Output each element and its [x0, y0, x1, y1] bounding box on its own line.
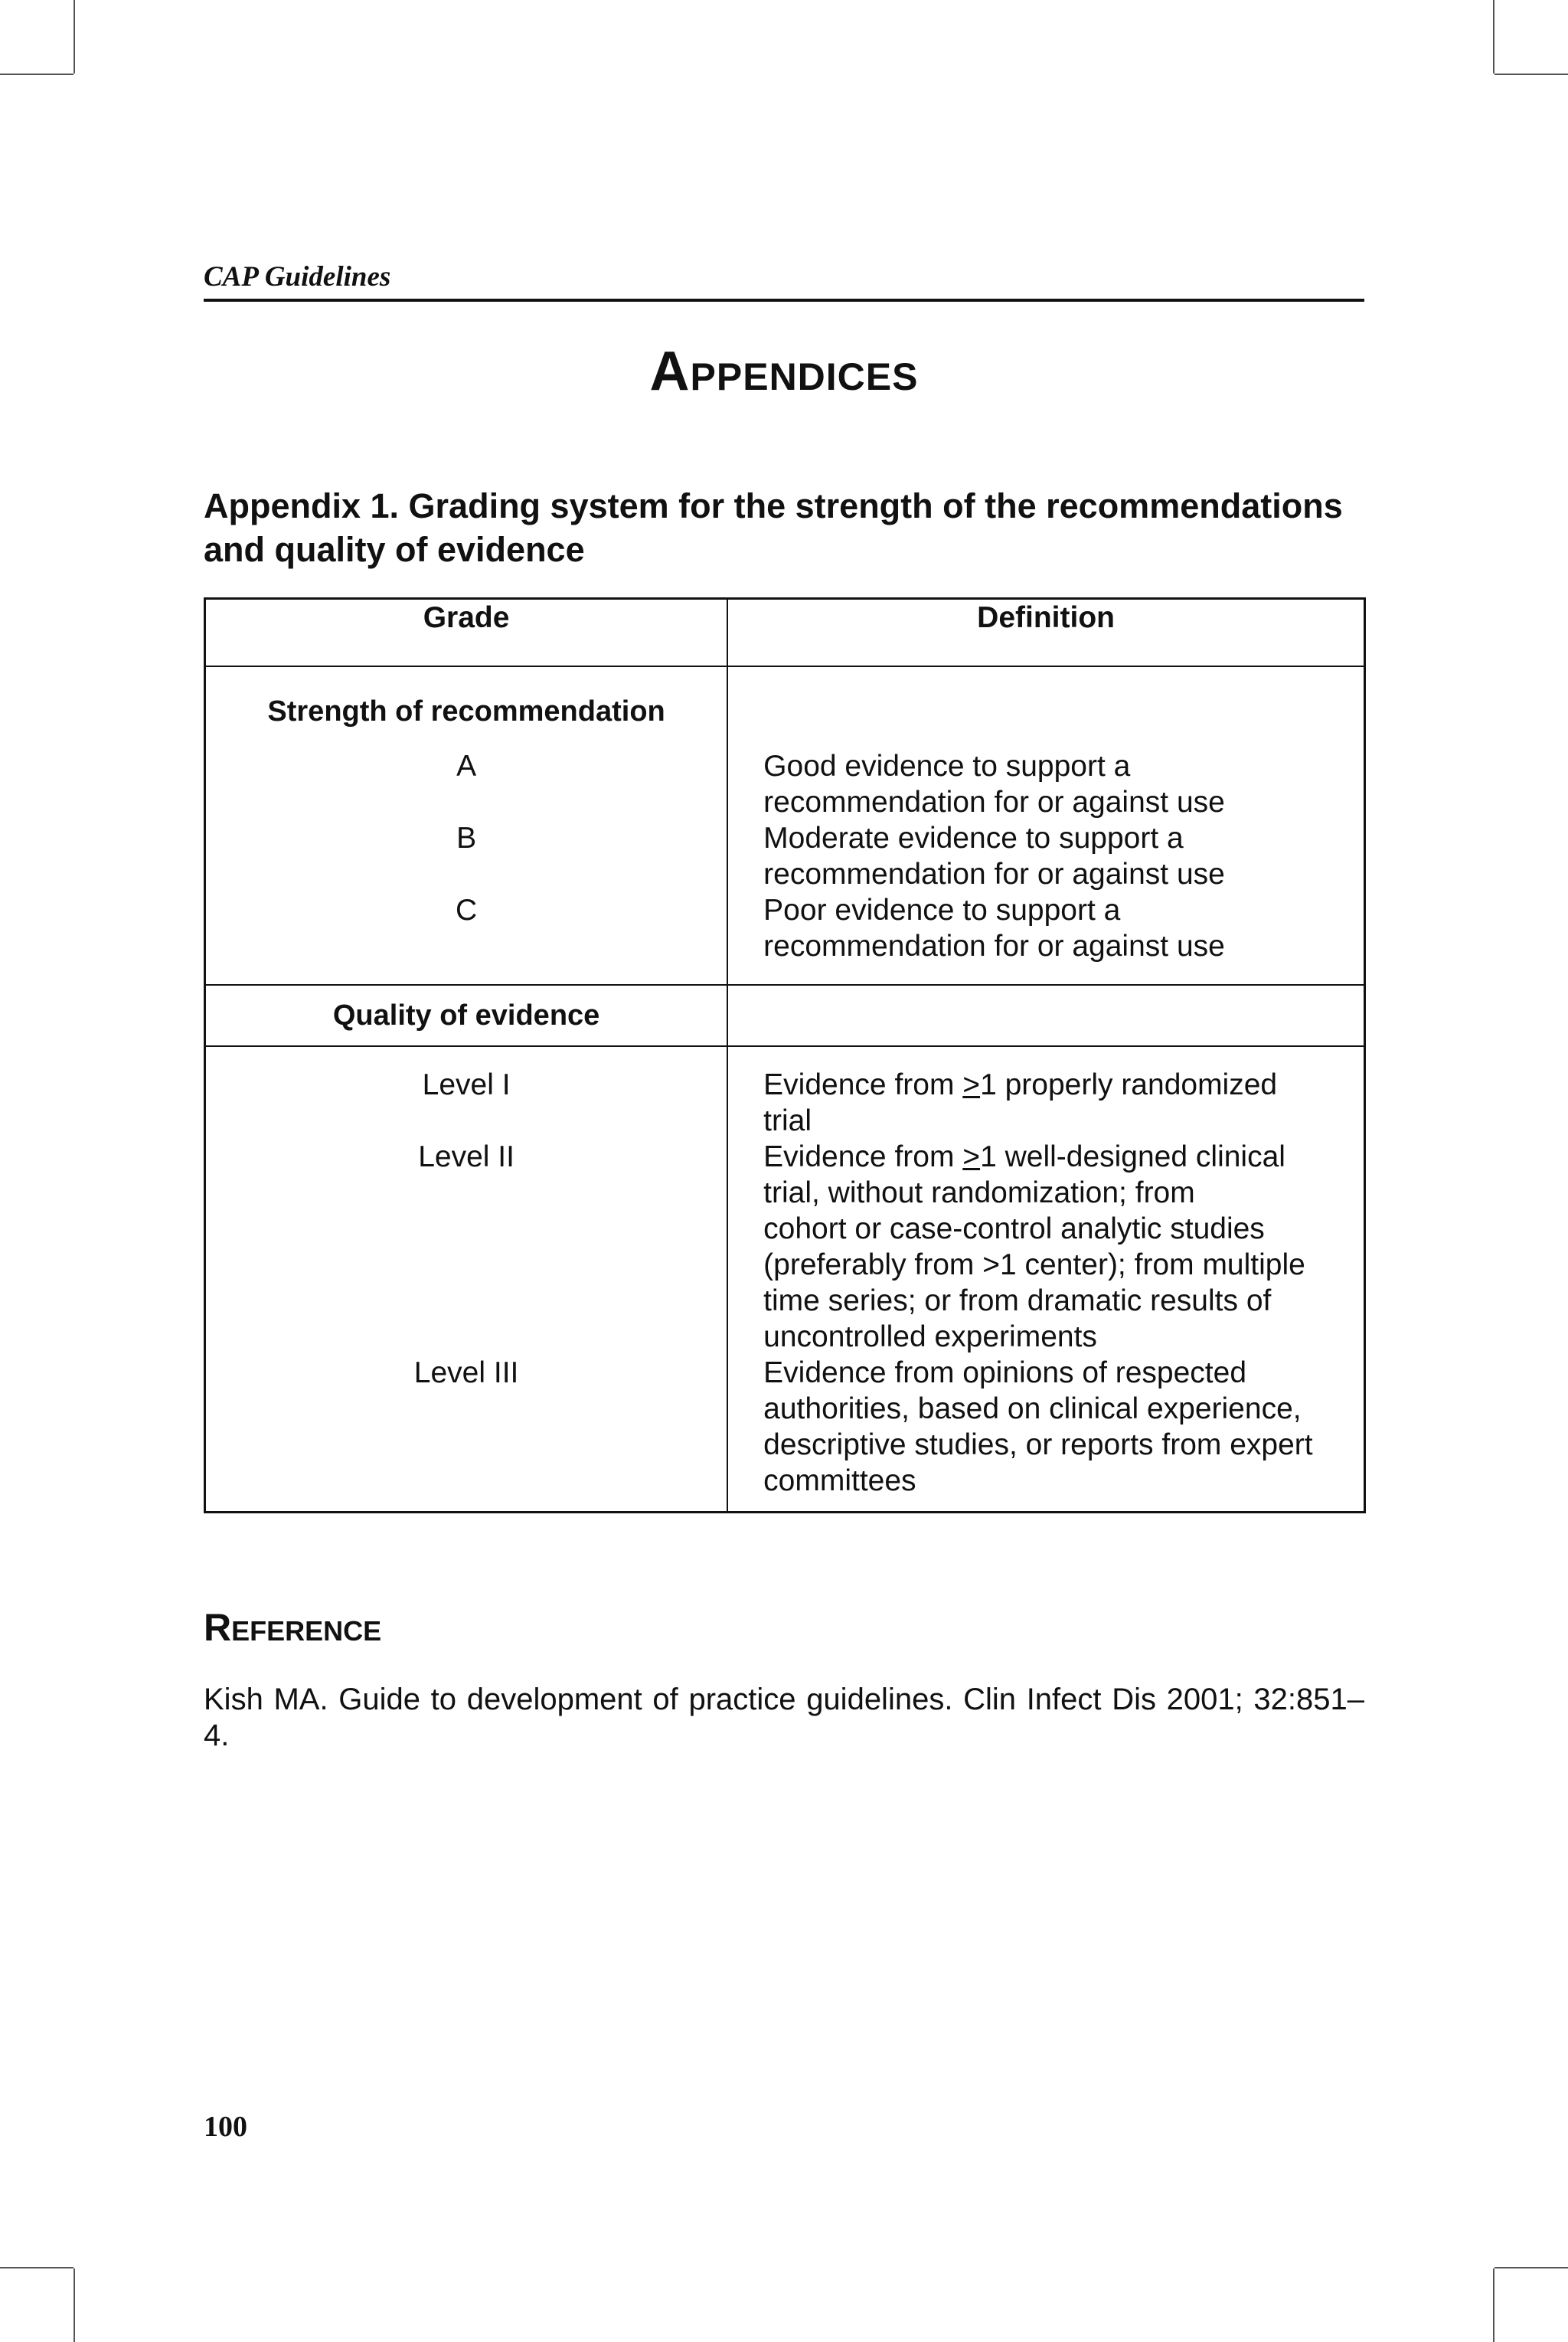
crop-mark: [0, 2267, 74, 2268]
crop-mark: [74, 0, 75, 74]
definition-line: descriptive studies, or reports from expert: [763, 1428, 1313, 1461]
reference-heading-rest: EFERENCE: [231, 1615, 382, 1647]
page-title-rest: PPENDICES: [690, 355, 919, 398]
reference-heading: [204, 1601, 1364, 1658]
header-rule: [204, 299, 1364, 302]
grade-cell: Level II: [205, 1139, 728, 1355]
grade-cell: Level I: [205, 1046, 728, 1139]
grade-cell: B: [205, 820, 728, 892]
crop-mark: [1493, 0, 1494, 74]
grade-cell: A: [205, 748, 728, 820]
definition-line: authorities, based on clinical experience,: [763, 1392, 1302, 1425]
table-row: [205, 1046, 1365, 1139]
definition-line: recommendation for or against use: [763, 930, 1225, 963]
crop-mark: [0, 74, 74, 75]
table-row: [205, 1139, 1365, 1355]
definition-cell: [727, 1139, 1364, 1355]
definition-line: Evidence from >1 properly randomized: [763, 1068, 1278, 1101]
definition-cell: [727, 892, 1364, 985]
definition-line: recommendation for or against use: [763, 786, 1225, 819]
section-label-row: [205, 985, 1365, 1046]
definition-line: uncontrolled experiments: [763, 1320, 1097, 1353]
definition-line: Moderate evidence to support a: [763, 822, 1184, 855]
column-header-grade: Grade: [205, 599, 728, 667]
table-row: [205, 748, 1365, 820]
crop-mark: [1494, 74, 1568, 75]
definition-cell: [727, 1046, 1364, 1139]
definition-line: Good evidence to support a: [763, 750, 1131, 783]
definition-line: (preferably from >1 center); from multiple: [763, 1248, 1305, 1281]
crop-mark: [74, 2268, 75, 2342]
appendix-heading: Appendix 1. Grading system for the strength of the recommendations and quality of evidence: [204, 486, 1343, 569]
section-label-row: [205, 666, 1365, 748]
table-row: [205, 1355, 1365, 1513]
definition-cell: [727, 820, 1364, 892]
reference-heading-initial: R: [204, 1606, 232, 1649]
empty-cell: [727, 985, 1364, 1046]
page-title-initial: A: [649, 341, 691, 402]
reference-entry: Kish MA. Guide to development of practice guidelines. Clin Infect Dis 2001; 32:851–4.: [204, 1683, 1364, 1752]
table-row: [205, 820, 1365, 892]
page-number: 100: [204, 2111, 247, 2143]
section-label-strength: Strength of recommendation: [205, 666, 728, 748]
crop-mark: [1493, 2268, 1494, 2342]
crop-mark: [1494, 2267, 1568, 2268]
running-head: CAP Guidelines: [204, 261, 391, 293]
definition-line: cohort or case-control analytic studies: [763, 1212, 1265, 1245]
definition-line: time series; or from dramatic results of: [763, 1284, 1272, 1317]
definition-line: Poor evidence to support a: [763, 894, 1121, 927]
grade-cell: Level III: [205, 1355, 728, 1513]
table-row: [205, 892, 1365, 985]
empty-cell: [727, 666, 1364, 748]
definition-line: trial, without randomization; from: [763, 1176, 1195, 1209]
definition-line: Evidence from opinions of respected: [763, 1356, 1247, 1389]
definition-line: Evidence from >1 well-designed clinical: [763, 1140, 1285, 1173]
section-label-quality: Quality of evidence: [205, 985, 728, 1046]
grade-cell: C: [205, 892, 728, 985]
definition-line: trial: [763, 1104, 812, 1137]
definition-cell: [727, 748, 1364, 820]
definition-cell: [727, 1355, 1364, 1513]
definition-line: recommendation for or against use: [763, 858, 1225, 891]
table-header-row: [205, 599, 1365, 667]
page-title: [204, 337, 1364, 411]
column-header-definition: Definition: [727, 599, 1364, 667]
definition-line: committees: [763, 1464, 916, 1497]
grading-table: [204, 597, 1366, 1513]
